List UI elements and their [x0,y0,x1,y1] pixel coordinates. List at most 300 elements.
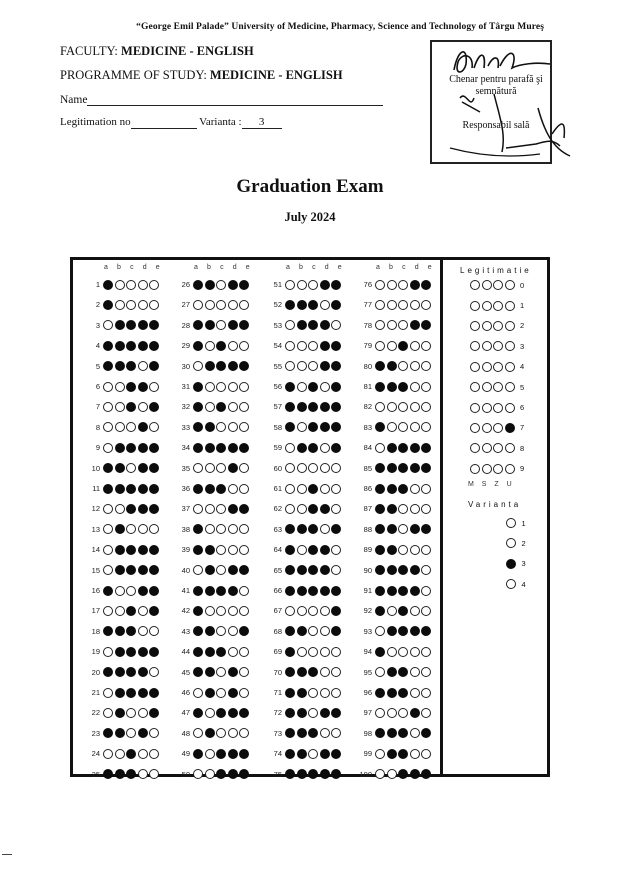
answer-bubble[interactable] [138,606,148,616]
answer-bubble[interactable] [308,382,318,392]
answer-bubble[interactable] [126,545,136,555]
answer-bubble[interactable] [103,626,113,636]
answer-bubble[interactable] [375,728,385,738]
answer-bubble[interactable] [285,728,295,738]
answer-bubble[interactable] [138,545,148,555]
answer-bubble[interactable] [126,422,136,432]
answer-bubble[interactable] [149,422,159,432]
answer-bubble[interactable] [239,606,249,616]
legitimatie-bubble[interactable] [505,341,515,351]
answer-bubble[interactable] [115,626,125,636]
answer-bubble[interactable] [375,463,385,473]
answer-bubble[interactable] [387,422,397,432]
answer-bubble[interactable] [285,402,295,412]
answer-bubble[interactable] [239,708,249,718]
answer-bubble[interactable] [398,402,408,412]
answer-bubble[interactable] [398,728,408,738]
answer-bubble[interactable] [228,769,238,779]
answer-bubble[interactable] [398,300,408,310]
answer-bubble[interactable] [387,545,397,555]
answer-bubble[interactable] [126,626,136,636]
answer-bubble[interactable] [239,300,249,310]
legitimatie-bubble[interactable] [505,403,515,413]
answer-bubble[interactable] [387,443,397,453]
answer-bubble[interactable] [387,688,397,698]
answer-bubble[interactable] [149,463,159,473]
answer-bubble[interactable] [331,749,341,759]
answer-bubble[interactable] [297,606,307,616]
answer-bubble[interactable] [149,320,159,330]
answer-bubble[interactable] [387,606,397,616]
answer-bubble[interactable] [375,606,385,616]
answer-bubble[interactable] [331,320,341,330]
answer-bubble[interactable] [398,382,408,392]
answer-bubble[interactable] [387,626,397,636]
answer-bubble[interactable] [421,667,431,677]
legitimatie-bubble[interactable] [482,382,492,392]
answer-bubble[interactable] [228,422,238,432]
answer-bubble[interactable] [193,320,203,330]
answer-bubble[interactable] [228,565,238,575]
answer-bubble[interactable] [410,647,420,657]
answer-bubble[interactable] [138,382,148,392]
answer-bubble[interactable] [103,341,113,351]
answer-bubble[interactable] [285,565,295,575]
answer-bubble[interactable] [297,667,307,677]
answer-bubble[interactable] [103,402,113,412]
answer-bubble[interactable] [421,422,431,432]
legitimatie-bubble[interactable] [482,464,492,474]
answer-bubble[interactable] [297,463,307,473]
answer-bubble[interactable] [297,565,307,575]
answer-bubble[interactable] [320,341,330,351]
answer-bubble[interactable] [297,361,307,371]
answer-bubble[interactable] [398,504,408,514]
answer-bubble[interactable] [387,667,397,677]
answer-bubble[interactable] [193,708,203,718]
answer-bubble[interactable] [149,626,159,636]
answer-bubble[interactable] [103,382,113,392]
legitimatie-bubble[interactable] [470,423,480,433]
answer-bubble[interactable] [138,484,148,494]
answer-bubble[interactable] [228,280,238,290]
answer-bubble[interactable] [205,708,215,718]
answer-bubble[interactable] [193,463,203,473]
answer-bubble[interactable] [421,443,431,453]
answer-bubble[interactable] [115,647,125,657]
answer-bubble[interactable] [375,443,385,453]
answer-bubble[interactable] [126,688,136,698]
answer-bubble[interactable] [320,484,330,494]
legitimatie-bubble[interactable] [482,403,492,413]
answer-bubble[interactable] [138,626,148,636]
answer-bubble[interactable] [126,667,136,677]
answer-bubble[interactable] [205,443,215,453]
answer-bubble[interactable] [126,280,136,290]
answer-bubble[interactable] [421,280,431,290]
answer-bubble[interactable] [216,688,226,698]
answer-bubble[interactable] [375,422,385,432]
answer-bubble[interactable] [331,688,341,698]
answer-bubble[interactable] [228,484,238,494]
answer-bubble[interactable] [138,443,148,453]
answer-bubble[interactable] [320,300,330,310]
answer-bubble[interactable] [149,647,159,657]
answer-bubble[interactable] [228,402,238,412]
answer-bubble[interactable] [193,361,203,371]
legitimatie-bubble[interactable] [505,443,515,453]
answer-bubble[interactable] [421,586,431,596]
answer-bubble[interactable] [193,688,203,698]
answer-bubble[interactable] [398,463,408,473]
answer-bubble[interactable] [421,749,431,759]
answer-bubble[interactable] [193,484,203,494]
answer-bubble[interactable] [297,320,307,330]
answer-bubble[interactable] [320,280,330,290]
answer-bubble[interactable] [205,586,215,596]
answer-bubble[interactable] [103,688,113,698]
answer-bubble[interactable] [239,484,249,494]
answer-bubble[interactable] [398,749,408,759]
legitimatie-bubble[interactable] [505,382,515,392]
answer-bubble[interactable] [205,320,215,330]
answer-bubble[interactable] [103,667,113,677]
answer-bubble[interactable] [138,280,148,290]
answer-bubble[interactable] [410,341,420,351]
answer-bubble[interactable] [205,382,215,392]
answer-bubble[interactable] [193,524,203,534]
answer-bubble[interactable] [285,667,295,677]
answer-bubble[interactable] [410,606,420,616]
answer-bubble[interactable] [239,749,249,759]
answer-bubble[interactable] [216,606,226,616]
answer-bubble[interactable] [421,320,431,330]
answer-bubble[interactable] [216,545,226,555]
answer-bubble[interactable] [297,769,307,779]
answer-bubble[interactable] [103,524,113,534]
answer-bubble[interactable] [331,443,341,453]
answer-bubble[interactable] [285,463,295,473]
answer-bubble[interactable] [149,749,159,759]
answer-bubble[interactable] [126,586,136,596]
legitimatie-bubble[interactable] [493,443,503,453]
answer-bubble[interactable] [320,422,330,432]
answer-bubble[interactable] [398,667,408,677]
answer-bubble[interactable] [193,280,203,290]
answer-bubble[interactable] [103,280,113,290]
answer-bubble[interactable] [308,484,318,494]
answer-bubble[interactable] [115,463,125,473]
answer-bubble[interactable] [320,667,330,677]
legitimatie-bubble[interactable] [482,321,492,331]
answer-bubble[interactable] [331,667,341,677]
legitimatie-bubble[interactable] [470,362,480,372]
answer-bubble[interactable] [375,688,385,698]
answer-bubble[interactable] [398,606,408,616]
answer-bubble[interactable] [285,749,295,759]
answer-bubble[interactable] [285,688,295,698]
answer-bubble[interactable] [410,422,420,432]
answer-bubble[interactable] [205,361,215,371]
answer-bubble[interactable] [115,688,125,698]
answer-bubble[interactable] [193,647,203,657]
answer-bubble[interactable] [331,361,341,371]
answer-bubble[interactable] [193,626,203,636]
answer-bubble[interactable] [149,341,159,351]
answer-bubble[interactable] [115,606,125,616]
answer-bubble[interactable] [285,504,295,514]
answer-bubble[interactable] [398,280,408,290]
answer-bubble[interactable] [285,382,295,392]
legitimatie-bubble[interactable] [470,341,480,351]
answer-bubble[interactable] [320,402,330,412]
answer-bubble[interactable] [216,586,226,596]
answer-bubble[interactable] [297,300,307,310]
answer-bubble[interactable] [398,586,408,596]
answer-bubble[interactable] [228,667,238,677]
answer-bubble[interactable] [297,443,307,453]
legitimatie-bubble[interactable] [493,280,503,290]
answer-bubble[interactable] [205,545,215,555]
answer-bubble[interactable] [193,422,203,432]
answer-bubble[interactable] [320,769,330,779]
answer-bubble[interactable] [331,484,341,494]
answer-bubble[interactable] [320,524,330,534]
answer-bubble[interactable] [126,606,136,616]
answer-bubble[interactable] [126,300,136,310]
answer-bubble[interactable] [421,484,431,494]
answer-bubble[interactable] [149,667,159,677]
answer-bubble[interactable] [126,361,136,371]
answer-bubble[interactable] [375,280,385,290]
answer-bubble[interactable] [285,300,295,310]
answer-bubble[interactable] [228,749,238,759]
legitimatie-bubble[interactable] [482,341,492,351]
answer-bubble[interactable] [103,565,113,575]
answer-bubble[interactable] [421,769,431,779]
answer-bubble[interactable] [297,402,307,412]
answer-bubble[interactable] [228,647,238,657]
answer-bubble[interactable] [421,565,431,575]
answer-bubble[interactable] [308,708,318,718]
answer-bubble[interactable] [285,320,295,330]
answer-bubble[interactable] [115,524,125,534]
answer-bubble[interactable] [216,382,226,392]
answer-bubble[interactable] [126,320,136,330]
answer-bubble[interactable] [410,769,420,779]
answer-bubble[interactable] [149,688,159,698]
answer-bubble[interactable] [228,728,238,738]
answer-bubble[interactable] [387,361,397,371]
answer-bubble[interactable] [216,749,226,759]
legitimatie-bubble[interactable] [505,464,515,474]
answer-bubble[interactable] [115,728,125,738]
legitimatie-bubble[interactable] [470,464,480,474]
answer-bubble[interactable] [126,769,136,779]
answer-bubble[interactable] [410,688,420,698]
answer-bubble[interactable] [375,361,385,371]
answer-bubble[interactable] [387,320,397,330]
answer-bubble[interactable] [331,422,341,432]
answer-bubble[interactable] [115,545,125,555]
answer-bubble[interactable] [228,443,238,453]
answer-bubble[interactable] [149,300,159,310]
answer-bubble[interactable] [239,320,249,330]
answer-bubble[interactable] [387,300,397,310]
answer-bubble[interactable] [115,382,125,392]
answer-bubble[interactable] [398,443,408,453]
answer-bubble[interactable] [126,728,136,738]
answer-bubble[interactable] [421,402,431,412]
answer-bubble[interactable] [138,708,148,718]
answer-bubble[interactable] [387,484,397,494]
answer-bubble[interactable] [410,545,420,555]
answer-bubble[interactable] [126,484,136,494]
answer-bubble[interactable] [308,565,318,575]
answer-bubble[interactable] [387,769,397,779]
answer-bubble[interactable] [149,769,159,779]
answer-bubble[interactable] [308,320,318,330]
answer-bubble[interactable] [126,565,136,575]
answer-bubble[interactable] [320,320,330,330]
answer-bubble[interactable] [410,402,420,412]
answer-bubble[interactable] [228,708,238,718]
answer-bubble[interactable] [138,667,148,677]
answer-bubble[interactable] [193,565,203,575]
answer-bubble[interactable] [421,728,431,738]
answer-bubble[interactable] [103,320,113,330]
answer-bubble[interactable] [115,586,125,596]
answer-bubble[interactable] [308,524,318,534]
answer-bubble[interactable] [410,749,420,759]
answer-bubble[interactable] [375,341,385,351]
answer-bubble[interactable] [205,606,215,616]
answer-bubble[interactable] [103,300,113,310]
answer-bubble[interactable] [308,769,318,779]
answer-bubble[interactable] [331,565,341,575]
answer-bubble[interactable] [375,382,385,392]
answer-bubble[interactable] [126,647,136,657]
answer-bubble[interactable] [410,484,420,494]
legitimatie-bubble[interactable] [505,301,515,311]
answer-bubble[interactable] [149,545,159,555]
answer-bubble[interactable] [285,341,295,351]
answer-bubble[interactable] [308,728,318,738]
answer-bubble[interactable] [115,484,125,494]
answer-bubble[interactable] [149,606,159,616]
answer-bubble[interactable] [308,504,318,514]
answer-bubble[interactable] [138,524,148,534]
answer-bubble[interactable] [193,545,203,555]
answer-bubble[interactable] [138,647,148,657]
answer-bubble[interactable] [138,422,148,432]
answer-bubble[interactable] [103,647,113,657]
answer-bubble[interactable] [398,626,408,636]
answer-bubble[interactable] [421,545,431,555]
varianta-bubble[interactable] [506,538,516,548]
answer-bubble[interactable] [126,504,136,514]
answer-bubble[interactable] [285,443,295,453]
answer-bubble[interactable] [297,626,307,636]
answer-bubble[interactable] [308,280,318,290]
answer-bubble[interactable] [375,545,385,555]
answer-bubble[interactable] [216,300,226,310]
answer-bubble[interactable] [239,280,249,290]
answer-bubble[interactable] [398,688,408,698]
answer-bubble[interactable] [216,565,226,575]
answer-bubble[interactable] [308,606,318,616]
answer-bubble[interactable] [297,749,307,759]
legitimatie-bubble[interactable] [505,321,515,331]
answer-bubble[interactable] [331,382,341,392]
answer-bubble[interactable] [320,688,330,698]
legitimatie-bubble[interactable] [482,301,492,311]
answer-bubble[interactable] [398,524,408,534]
legitimation-field[interactable] [131,117,197,129]
answer-bubble[interactable] [285,708,295,718]
answer-bubble[interactable] [387,463,397,473]
answer-bubble[interactable] [138,504,148,514]
answer-bubble[interactable] [410,463,420,473]
answer-bubble[interactable] [193,443,203,453]
answer-bubble[interactable] [308,361,318,371]
answer-bubble[interactable] [193,382,203,392]
answer-bubble[interactable] [216,647,226,657]
answer-bubble[interactable] [115,708,125,718]
answer-bubble[interactable] [421,504,431,514]
legitimatie-bubble[interactable] [470,443,480,453]
answer-bubble[interactable] [138,300,148,310]
answer-bubble[interactable] [297,280,307,290]
answer-bubble[interactable] [297,484,307,494]
answer-bubble[interactable] [297,422,307,432]
answer-bubble[interactable] [320,626,330,636]
answer-bubble[interactable] [308,463,318,473]
answer-bubble[interactable] [149,728,159,738]
answer-bubble[interactable] [308,626,318,636]
answer-bubble[interactable] [239,524,249,534]
answer-bubble[interactable] [205,728,215,738]
answer-bubble[interactable] [410,586,420,596]
answer-bubble[interactable] [193,341,203,351]
legitimatie-bubble[interactable] [470,403,480,413]
answer-bubble[interactable] [320,606,330,616]
answer-bubble[interactable] [138,688,148,698]
legitimatie-bubble[interactable] [505,423,515,433]
answer-bubble[interactable] [285,361,295,371]
legitimatie-bubble[interactable] [493,423,503,433]
answer-bubble[interactable] [387,341,397,351]
answer-bubble[interactable] [387,708,397,718]
answer-bubble[interactable] [375,320,385,330]
answer-bubble[interactable] [193,300,203,310]
legitimatie-bubble[interactable] [493,362,503,372]
answer-bubble[interactable] [205,565,215,575]
answer-bubble[interactable] [149,280,159,290]
answer-bubble[interactable] [228,320,238,330]
answer-bubble[interactable] [410,524,420,534]
answer-bubble[interactable] [285,606,295,616]
answer-bubble[interactable] [308,443,318,453]
answer-bubble[interactable] [193,402,203,412]
answer-bubble[interactable] [103,545,113,555]
answer-bubble[interactable] [216,667,226,677]
answer-bubble[interactable] [239,341,249,351]
answer-bubble[interactable] [126,463,136,473]
answer-bubble[interactable] [216,524,226,534]
answer-bubble[interactable] [297,545,307,555]
answer-bubble[interactable] [115,443,125,453]
